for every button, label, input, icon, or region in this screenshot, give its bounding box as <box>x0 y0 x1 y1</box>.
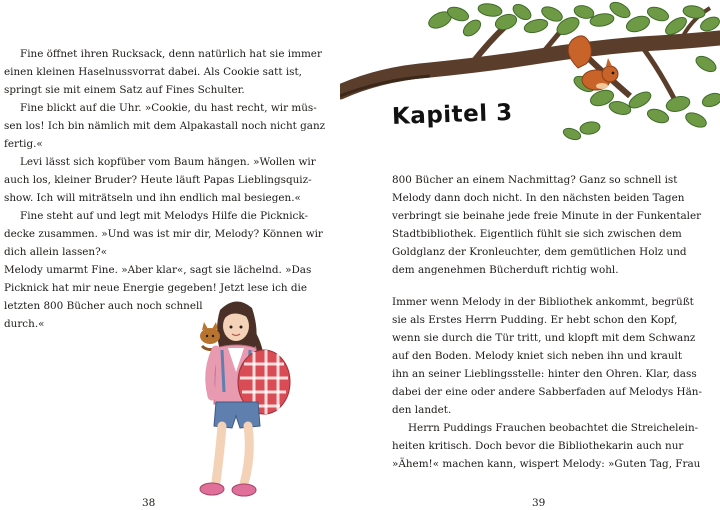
page-number: 39 <box>532 497 546 509</box>
text-line: einen kleinen Haselnussvorrat dabei. Als Cookie satt ist, <box>4 66 302 78</box>
text-line: Goldglanz der Kronleuchter, dem gemütlichen Holz und <box>392 246 687 258</box>
text-line: dich allein lassen?« <box>4 246 108 258</box>
text-line: den landet. <box>392 404 452 416</box>
text-line: auch los, kleiner Bruder? Heute läuft Papas Lieblingsquiz- <box>4 174 312 186</box>
chapter-title: Kapitel 3 <box>391 99 514 130</box>
text-line: »Ähem!« machen kann, wispert Melody: »Guten Tag, Frau <box>392 458 701 470</box>
text-line: show. Ich will miträtseln und ihn endlich mal besiegen.« <box>4 192 301 204</box>
text-line: sie als Erstes Herrn Pudding. Er hebt schon den Kopf, <box>392 314 678 326</box>
text-line: dem angenehmen Bücherduft richtig wohl. <box>392 264 619 276</box>
text-line: Levi lässt sich kopfüber vom Baum hängen. »Wollen wir <box>20 156 316 168</box>
text-line: Immer wenn Melody in der Bibliothek ankommt, begrüßt <box>392 296 694 308</box>
text-line: 800 Bücher an einem Nachmittag? Ganz so schnell ist <box>392 174 678 186</box>
text-line: auf den Boden. Melody kniet sich neben ihn und krault <box>392 350 683 362</box>
text-line: verbringt sie beinahe jede freie Minute in der Funkentaler <box>392 210 702 222</box>
cat-icon <box>200 322 220 350</box>
text-line: sen los! Ich bin nämlich mit dem Alpakastall noch nicht ganz <box>4 120 326 132</box>
text-line: Fine blickt auf die Uhr. »Cookie, du hast recht, wir müs- <box>20 102 317 114</box>
text-line: durch.« <box>4 318 45 330</box>
text-line: Stadtbibliothek. Eigentlich fühlt sie sich zwischen dem <box>392 228 682 240</box>
text-line: Melody dann doch nicht. In den nächsten beiden Tagen <box>392 192 685 204</box>
text-line: springt sie mit einem Satz auf Fines Schulter. <box>4 84 245 96</box>
text-line: Fine steht auf und legt mit Melodys Hilfe die Picknick- <box>20 210 308 222</box>
text-line: Fine öffnet ihren Rucksack, denn natürlich hat sie immer <box>20 48 322 60</box>
text-line: wenn sie durch die Tür tritt, und klopft mit dem Schwanz <box>392 332 696 344</box>
text-line: heiten kritisch. Doch bevor die Bibliothekarin auch nur <box>392 440 684 452</box>
text-line: Herrn Puddings Frauchen beobachtet die Streichelein- <box>408 422 699 434</box>
girl-with-cat-illustration <box>180 292 300 502</box>
text-line: fertig.« <box>4 138 43 150</box>
text-line: ihn an seiner Lieblingsstelle: hinter den Ohren. Klar, dass <box>392 368 697 380</box>
text-line: Melody umarmt Fine. »Aber klar«, sagt sie lächelnd. »Das <box>4 264 312 276</box>
text-line: letzten 800 Bücher auch noch schnell <box>4 300 203 312</box>
text-line: dabei der eine oder andere Sabberfaden auf Melodys Hän- <box>392 386 702 398</box>
text-line: decke zusammen. »Und was ist mir dir, Melody? Können wir <box>4 228 323 240</box>
page-number: 38 <box>142 497 156 509</box>
text-line: Picknick hat mir neue Energie gegeben! Jetzt lese ich die <box>4 282 308 294</box>
